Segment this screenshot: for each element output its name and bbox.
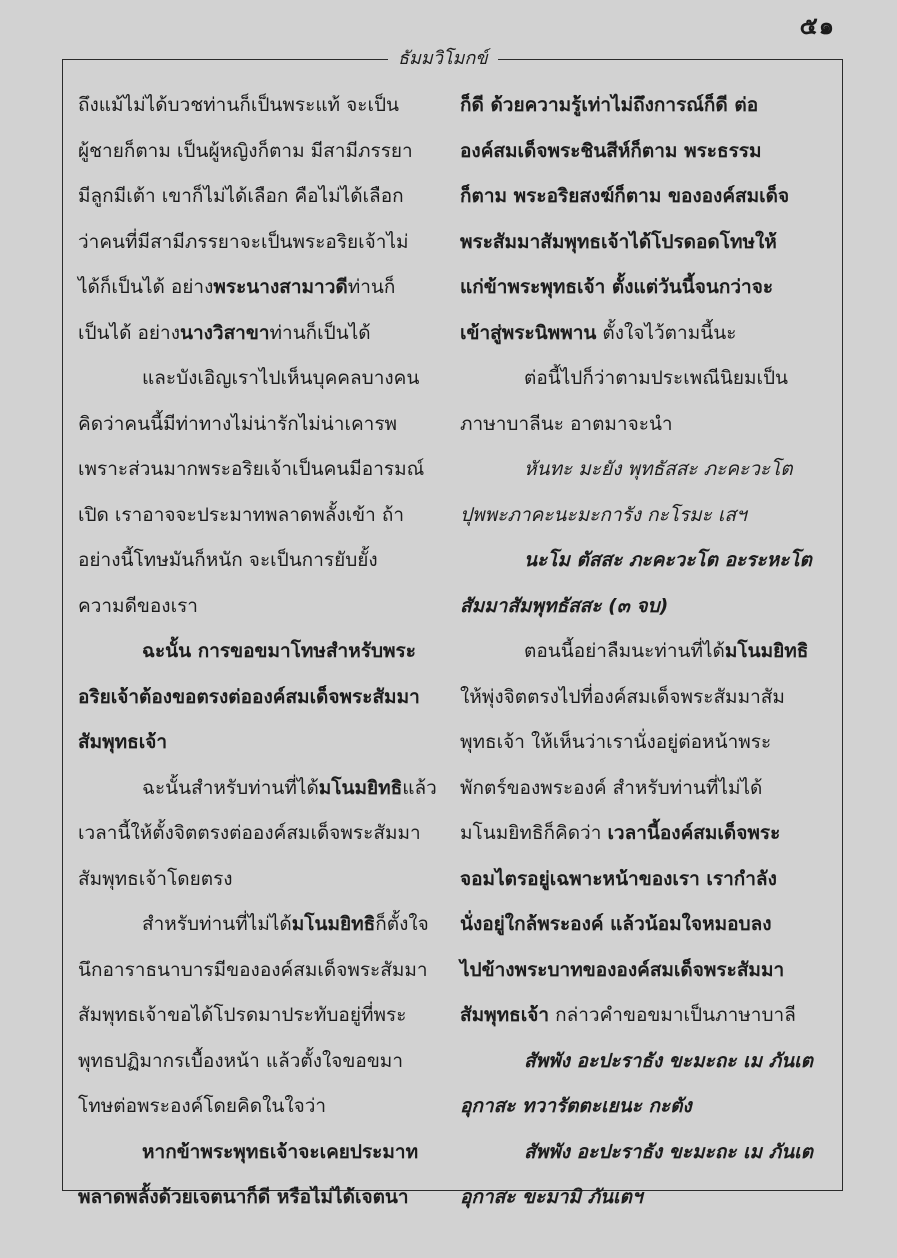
emphasized-text-segment: หากข้าพระพุทธเจ้าจะเคยประมาท [142, 1140, 419, 1163]
text-line [78, 83, 436, 129]
text-line [460, 720, 818, 766]
text-segment: คิดว่าคนนี้มีท่าทางไม่น่ารักไม่น่าเคารพ [78, 412, 398, 435]
text-segment: ท่านก็เป็นได้ [269, 321, 371, 344]
text-segment: พุทธปฏิมากรเบื้องหน้า แล้วตั้งใจขอขมา [78, 1049, 403, 1072]
text-line [460, 766, 818, 812]
text-line [78, 902, 436, 948]
text-line [78, 174, 436, 220]
text-line [78, 493, 436, 539]
text-line [460, 993, 818, 1039]
emphasized-text-segment: สัพพัง อะปะราธัง ขะมะถะ เม ภันเต [524, 1140, 814, 1163]
text-line [78, 311, 436, 357]
text-segment: ฉะนั้นสำหรับท่านที่ได้ [142, 776, 319, 799]
emphasized-text-segment: ไปข้างพระบาทขององค์สมเด็จพระสัมมา [460, 958, 785, 981]
text-segment: สัมพุทธเจ้าโดยตรง [78, 867, 233, 890]
text-line [460, 857, 818, 903]
text-line [460, 1130, 818, 1176]
text-line [78, 356, 436, 402]
text-segment: อย่างนี้โทษมันก็หนัก จะเป็นการยับยั้ง [78, 549, 378, 571]
emphasized-text-segment: สัมมาสัมพุทธัสสะ (๓ จบ) [460, 594, 669, 617]
page-number: ๕๑ [799, 12, 835, 40]
emphasized-text-segment: สัมพุทธเจ้า [78, 731, 168, 753]
emphasized-text-segment: มโนมยิทธิ [318, 776, 403, 799]
text-line [78, 857, 436, 903]
text-line [460, 584, 818, 630]
text-segment: สำหรับท่านที่ไม่ได้ [142, 913, 292, 935]
emphasized-text-segment: สัมพุทธเจ้า [460, 1004, 550, 1026]
text-line [460, 311, 818, 357]
emphasized-text-segment: นางวิสาขา [179, 321, 270, 344]
text-segment: โทษต่อพระองค์โดยคิดในใจว่า [78, 1095, 327, 1117]
text-line [460, 1084, 818, 1130]
text-line [78, 720, 436, 766]
text-line [78, 811, 436, 857]
text-line [460, 83, 818, 129]
emphasized-text-segment: องค์สมเด็จพระชินสีห์ก็ตาม พระธรรม [460, 139, 762, 162]
text-segment: ภาษาบาลีนะ อาตมาจะนำ [460, 412, 673, 435]
text-line [460, 1039, 818, 1085]
text-segment: สัมพุทธเจ้าขอได้โปรดมาประทับอยู่ที่พระ [78, 1004, 407, 1026]
text-segment: ได้ก็เป็นได้ อย่าง [78, 276, 214, 298]
emphasized-text-segment: เข้าสู่พระนิพพาน [460, 321, 597, 344]
text-segment: ต่อนี้ไปก็ว่าตามประเพณีนิยมเป็น [524, 367, 789, 389]
text-line [460, 493, 818, 539]
text-line [78, 265, 436, 311]
text-segment: ความดีของเรา [78, 594, 198, 617]
emphasized-text-segment: ปุพพะภาคะนะมะการัง กะโรมะ เสฯ [460, 503, 747, 526]
text-line [78, 1039, 436, 1085]
text-line [78, 129, 436, 175]
text-line [78, 1084, 436, 1130]
running-title: ธัมมวิโมกข์ [388, 43, 498, 72]
text-segment: เปิด เราอาจจะประมาทพลาดพลั้งเข้า ถ้า [78, 503, 405, 526]
text-line [78, 675, 436, 721]
text-line [78, 538, 436, 584]
right-column [460, 83, 818, 1208]
text-segment: พุทธเจ้า ให้เห็นว่าเรานั่งอยู่ต่อหน้าพระ [460, 731, 772, 753]
emphasized-text-segment: หันทะ มะยัง พุทธัสสะ ภะคะวะโต [524, 458, 793, 480]
text-segment: มีลูกมีเต้า เขาก็ไม่ได้เลือก คือไม่ได้เลือก [78, 185, 404, 207]
emphasized-text-segment: นั่งอยู่ใกล้พระองค์ แล้วน้อมใจหมอบลง [460, 913, 772, 935]
text-segment: เป็นได้ อย่าง [78, 321, 180, 344]
text-line [78, 220, 436, 266]
text-segment: เพราะส่วนมากพระอริยเจ้าเป็นคนมีอารมณ์ [78, 458, 425, 480]
emphasized-text-segment: พระสัมมาสัมพุทธเจ้าได้โปรดอดโทษให้ [460, 230, 777, 253]
text-line [78, 1175, 436, 1221]
text-segment: แล้ว [402, 776, 437, 799]
text-segment: ผู้ชายก็ตาม เป็นผู้หญิงก็ตาม มีสามีภรรยา [78, 139, 413, 162]
text-segment: ตั้งใจไว้ตามนี้นะ [596, 321, 737, 344]
emphasized-text-segment: ก็ตาม พระอริยสงฆ์ก็ตาม ขององค์สมเด็จ [460, 185, 790, 207]
text-segment: ถึงแม้ไม่ได้บวชท่านก็เป็นพระแท้ จะเป็น [78, 94, 400, 116]
emphasized-text-segment: พระนางสามาวดี [213, 276, 348, 298]
text-line [78, 629, 436, 675]
text-line [78, 402, 436, 448]
emphasized-text-segment: สัพพัง อะปะราธัง ขะมะถะ เม ภันเต [524, 1049, 814, 1072]
emphasized-text-segment: พลาดพลั้งด้วยเจตนาก็ดี หรือไม่ได้เจตนา [78, 1186, 409, 1208]
text-segment: เวลานี้ให้ตั้งจิตตรงต่อองค์สมเด็จพระสัมมา [78, 822, 421, 844]
text-line [460, 948, 818, 994]
text-line [460, 1175, 818, 1221]
text-segment: นึกอาราธนาบารมีขององค์สมเด็จพระสัมมา [78, 958, 428, 981]
text-line [460, 538, 818, 584]
text-segment: ให้พุ่งจิตตรงไปที่องค์สมเด็จพระสัมมาสัม [460, 685, 785, 708]
emphasized-text-segment: มโนมยิทธิ [291, 913, 376, 935]
emphasized-text-segment: อุกาสะ ทวารัตตะเยนะ กะตัง [460, 1095, 692, 1117]
emphasized-text-segment: มโนมยิทธิ [724, 640, 809, 662]
text-line [78, 948, 436, 994]
text-line [460, 402, 818, 448]
emphasized-text-segment: อริยเจ้าต้องขอตรงต่อองค์สมเด็จพระสัมมา [78, 685, 420, 708]
text-segment: และบังเอิญเราไปเห็นบุคคลบางคน [142, 367, 420, 389]
text-segment: กล่าวคำขอขมาเป็นภาษาบาลี [549, 1004, 796, 1026]
text-line [460, 629, 818, 675]
text-line [460, 902, 818, 948]
emphasized-text-segment: ก็ดี ด้วยความรู้เท่าไม่ถึงการณ์ก็ดี ต่อ [460, 94, 759, 116]
text-line [460, 220, 818, 266]
text-segment: พักตร์ของพระองค์ สำหรับท่านที่ไม่ได้ [460, 776, 763, 799]
text-line [78, 1130, 436, 1176]
text-segment: ตอนนี้อย่าลืมนะท่านที่ได้ [524, 640, 725, 662]
emphasized-text-segment: จอมไตรอยู่เฉพาะหน้าของเรา เรากำลัง [460, 867, 777, 890]
emphasized-text-segment: เวลานี้องค์สมเด็จพระ [607, 822, 781, 844]
text-segment: ท่านก็ [347, 276, 396, 298]
text-segment: ก็ตั้งใจ [375, 913, 429, 935]
text-line [460, 174, 818, 220]
text-line [460, 447, 818, 493]
text-line [460, 675, 818, 721]
text-line [78, 447, 436, 493]
emphasized-text-segment: แก่ข้าพระพุทธเจ้า ตั้งแต่วันนี้จนกว่าจะ [460, 276, 774, 298]
left-column [78, 83, 437, 1208]
text-line [460, 265, 818, 311]
emphasized-text-segment: อุกาสะ ขะมามิ ภันเตฯ [460, 1186, 643, 1208]
text-line [78, 993, 436, 1039]
text-line [460, 356, 818, 402]
text-line [78, 584, 436, 630]
text-line [78, 766, 436, 812]
emphasized-text-segment: นะโม ตัสสะ ภะคะวะโต อะระหะโต [524, 549, 812, 571]
text-line [460, 811, 818, 857]
text-segment: ว่าคนที่มีสามีภรรยาจะเป็นพระอริยเจ้าไม่ [78, 230, 409, 253]
text-line [460, 129, 818, 175]
emphasized-text-segment: ฉะนั้น การขอขมาโทษสำหรับพระ [142, 640, 416, 662]
text-segment: มโนมยิทธิก็คิดว่า [460, 822, 608, 844]
